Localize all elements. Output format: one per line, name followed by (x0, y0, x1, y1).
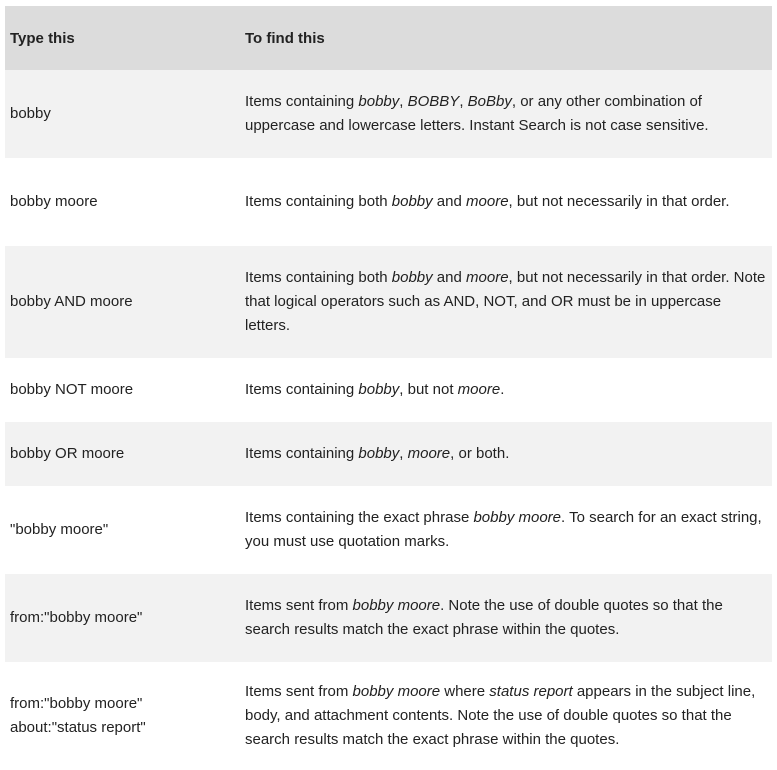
description-cell (240, 662, 772, 770)
description-text: Items containing (245, 445, 359, 462)
italic-term: bobby (358, 93, 400, 110)
description-cell (240, 422, 772, 486)
italic-term: moore (407, 445, 451, 462)
italic-term: bobby (358, 445, 400, 462)
description-text: , (399, 445, 408, 462)
description-text: , (459, 93, 468, 110)
italic-term: bobby moore (352, 597, 441, 614)
italic-term: bobby (391, 269, 433, 286)
description-cell (240, 358, 772, 422)
search-syntax-table (5, 6, 772, 770)
italic-term: moore (466, 269, 509, 286)
table-row (5, 662, 772, 770)
query-cell: "bobby moore" (5, 486, 240, 574)
description-text: Items containing both (245, 269, 392, 286)
italic-term: moore (466, 193, 509, 210)
italic-term: moore (457, 381, 501, 398)
query-cell: bobby AND moore (5, 246, 240, 358)
table-row (5, 574, 772, 662)
description-cell (240, 486, 772, 574)
description-text: , or both. (450, 445, 510, 462)
description-text: Items containing (245, 93, 359, 110)
description-text: , but not necessarily in that order. Note that logical operators such as AND, NOT, and OR must be in uppercase letters. (245, 269, 766, 334)
table-row (5, 246, 772, 358)
description-text: , (399, 93, 408, 110)
header-to-find-this: To find this (240, 6, 772, 70)
description-text: appears in the subject line, body, and attachment contents. Note the use of double quotes so that the search results match the exact phrase within the quotes. (245, 683, 756, 748)
description-text: . To search for an exact string, you must use quotation marks. (245, 509, 762, 550)
description-text: Items containing both (245, 193, 392, 210)
header-type-this: Type this (5, 6, 240, 70)
table-header-row (5, 6, 772, 70)
table-row (5, 358, 772, 422)
description-text: where (440, 683, 490, 700)
description-cell (240, 246, 772, 358)
description-text: Items containing the exact phrase (245, 509, 474, 526)
table-row (5, 158, 772, 246)
query-cell: from:"bobby moore" about:"status report" (5, 662, 240, 770)
italic-term: bobby (391, 193, 433, 210)
description-text: . (500, 381, 505, 398)
description-cell (240, 574, 772, 662)
italic-term: bobby moore (473, 509, 562, 526)
italic-term: bobby (358, 381, 400, 398)
description-text: , but not necessarily in that order. (508, 193, 730, 210)
italic-term: BoBby (467, 93, 512, 110)
query-cell: bobby NOT moore (5, 358, 240, 422)
description-text: and (432, 193, 467, 210)
query-cell: bobby OR moore (5, 422, 240, 486)
italic-term: status report (489, 683, 573, 700)
description-text: Items sent from (245, 597, 353, 614)
italic-term: bobby moore (352, 683, 441, 700)
description-text: . Note the use of double quotes so that the search results match the exact phrase within the quotes. (245, 597, 723, 638)
table-row (5, 486, 772, 574)
table-row (5, 422, 772, 486)
description-text: , but not (399, 381, 458, 398)
table-row (5, 70, 772, 158)
description-text: and (432, 269, 467, 286)
description-text: Items sent from (245, 683, 353, 700)
description-cell (240, 70, 772, 158)
description-text: , or any other combination of uppercase and lowercase letters. Instant Search is not case sensitive. (245, 93, 709, 134)
query-cell: bobby moore (5, 158, 240, 246)
description-text: Items containing (245, 381, 359, 398)
italic-term: BOBBY (407, 93, 460, 110)
query-cell: from:"bobby moore" (5, 574, 240, 662)
description-cell (240, 158, 772, 246)
query-cell: bobby (5, 70, 240, 158)
